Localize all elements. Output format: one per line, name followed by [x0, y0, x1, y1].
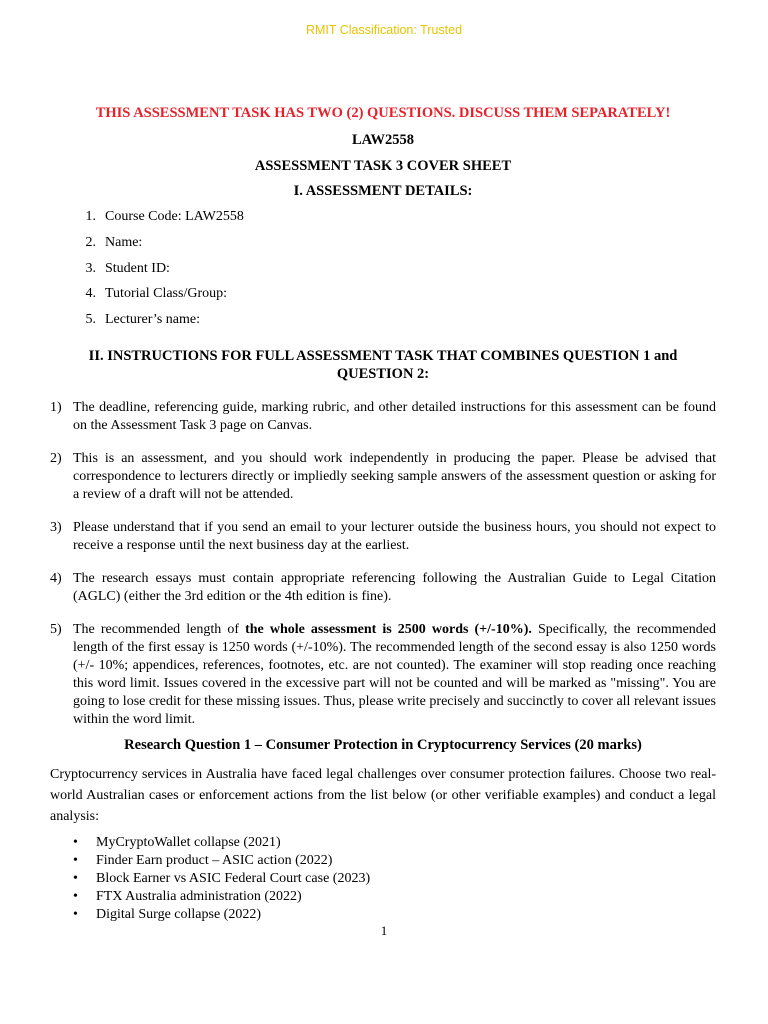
section-1-title: I. ASSESSMENT DETAILS: — [293, 183, 473, 199]
details-item-text: Student ID: — [105, 260, 170, 276]
cover-sheet-title: ASSESSMENT TASK 3 COVER SHEET — [254, 158, 512, 174]
case-text: Block Earner vs ASIC Federal Court case (2023) — [96, 870, 371, 886]
instruction-text: The deadline, referencing guide, marking rubric, and other detailed instructions for this assessment can be found on the Assessment Task 3 page on Canvas. — [73, 399, 716, 433]
bullet-icon: • — [73, 834, 78, 850]
instruction-text: This is an assessment, and you should work independently in producing the paper. Please be advised that correspondence to lecturers directly or impliedly seeking sample answers of the assessment question or asking for a review of a draft will not be attended. — [73, 450, 716, 502]
instruction-item — [50, 519, 716, 555]
details-item-number: 3. — [85, 260, 96, 276]
instruction-text-rest: Specifically, the recommended length of the first essay is 1250 words (+/-10%). The recommended length of the second essay is also 1250 words (+/- 10%; appendices, references, footnotes, etc. are not counted). The examiner will stop reading once reaching this word limit. Issues covered in the excessive part will not be counted and will be marked as "missing". You are going to lose credit for these missing issues. Thus, please write precisely and succinctly to cover all relevant issues within the word limit. — [73, 621, 717, 727]
case-text: FTX Australia administration (2022) — [96, 888, 302, 904]
instruction-number: 2) — [50, 450, 62, 466]
case-text: Finder Earn product – ASIC action (2022) — [96, 852, 333, 868]
case-item — [50, 834, 716, 852]
case-item — [50, 870, 716, 888]
instruction-text-start: The recommended length of — [73, 621, 246, 637]
instruction-item — [50, 450, 716, 504]
research-question-1-title: Research Question 1 – Consumer Protection in Cryptocurrency Services (20 marks) — [124, 736, 642, 753]
research-question-1-intro: Cryptocurrency services in Australia have faced legal challenges over consumer protection failures. Choose two real-world Australian cases or enforcement actions from the list below (or other verifiable examples) and conduct a legal analysis: — [50, 766, 716, 824]
details-item — [50, 234, 716, 260]
course-code-heading: LAW2558 — [351, 132, 415, 148]
details-item-text: Tutorial Class/Group: — [105, 286, 227, 302]
details-item-number: 1. — [85, 209, 96, 224]
details-item — [50, 208, 716, 234]
instruction-item — [50, 570, 716, 606]
instruction-text: Please understand that if you send an email to your lecturer outside the business hours, you should not expect to receive a response until the next business day at the earliest. — [73, 519, 716, 553]
instruction-item — [50, 621, 716, 729]
case-text: MyCryptoWallet collapse (2021) — [96, 834, 281, 850]
assessment-details-list — [50, 208, 716, 337]
details-item-number: 4. — [85, 286, 96, 302]
case-text: Digital Surge collapse (2022) — [96, 906, 261, 922]
details-item-number: 5. — [85, 312, 96, 328]
instruction-number: 3) — [50, 519, 62, 535]
details-item-text: Name: — [105, 234, 143, 250]
details-item-number: 2. — [85, 234, 96, 250]
details-item — [50, 260, 716, 286]
instruction-number: 5) — [50, 621, 62, 637]
classification-label: RMIT Classification: Trusted — [305, 23, 463, 37]
page-number: 1 — [380, 923, 388, 938]
bullet-icon: • — [73, 888, 78, 904]
bullet-icon: • — [73, 906, 78, 922]
details-item-text: Lecturer’s name: — [105, 312, 200, 328]
case-item — [50, 888, 716, 906]
details-item — [50, 285, 716, 311]
instruction-number: 1) — [50, 399, 62, 415]
details-item-text: Course Code: LAW2558 — [105, 209, 244, 224]
instruction-number: 4) — [50, 570, 62, 586]
bullet-icon: • — [73, 870, 78, 886]
instructions-list — [50, 399, 716, 729]
details-item — [50, 311, 716, 337]
case-item — [50, 852, 716, 870]
warning-heading: THIS ASSESSMENT TASK HAS TWO (2) QUESTIONS. DISCUSS THEM SEPARATELY! — [95, 105, 671, 121]
instruction-text — [73, 621, 716, 729]
bullet-icon: • — [73, 852, 78, 868]
word-limit-emphasis: the whole assessment is 2500 words (+/-10%). — [245, 621, 532, 637]
instruction-text: The research essays must contain appropriate referencing following the Australian Guide to Legal Citation (AGLC) (either the 3rd edition or the 4th edition is fine). — [73, 570, 716, 604]
section-2-title: II. INSTRUCTIONS FOR FULL ASSESSMENT TASK THAT COMBINES QUESTION 1 and QUESTION 2: — [88, 347, 678, 382]
page-content — [50, 104, 716, 924]
case-list — [50, 834, 716, 924]
instruction-item — [50, 399, 716, 435]
